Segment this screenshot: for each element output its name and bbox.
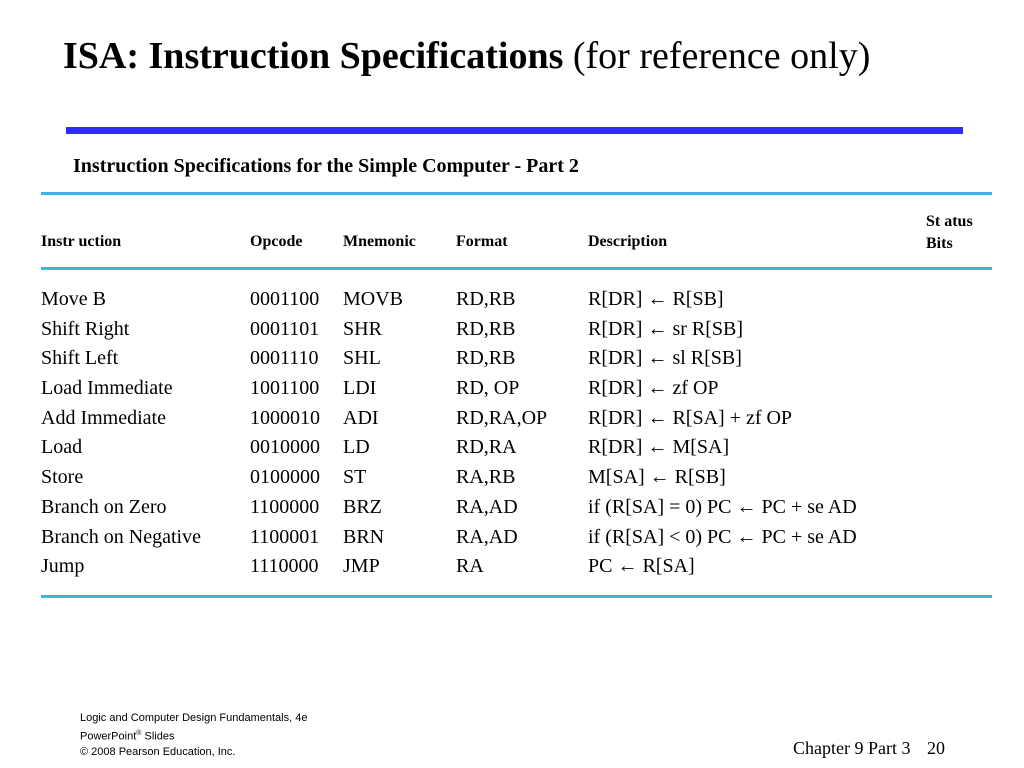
header-status-line2: Bits <box>926 235 953 252</box>
cell-format: RA <box>456 555 484 578</box>
header-instruction: Instr uction <box>41 233 122 250</box>
table-caption: Instruction Specifications for the Simple Computer - Part 2 <box>73 155 579 177</box>
page-number: 20 <box>926 738 945 758</box>
cell-mnemonic: ST <box>343 466 367 489</box>
cell-instruction: Shift Right <box>41 317 130 340</box>
slide-title-main: ISA: Instruction Specifications <box>63 35 564 77</box>
cell-description: if (R[SA] < 0) PC ← PC + se AD <box>588 525 857 548</box>
cell-format: RD,RA,OP <box>456 406 548 429</box>
cell-description: R[DR] ← R[SB] <box>588 288 724 310</box>
registered-mark: ® <box>136 730 142 737</box>
cell-description: R[DR] ← sl R[SB] <box>588 347 742 370</box>
cell-mnemonic: JMP <box>343 555 380 578</box>
cell-opcode: 1001100 <box>250 377 320 400</box>
book-title-line: Logic and Computer Design Fundamentals, 4e <box>80 712 308 724</box>
cell-format: RD,RB <box>456 347 516 370</box>
cell-mnemonic: SHR <box>343 317 382 340</box>
cell-format: RD,RA <box>456 436 517 459</box>
table-row <box>0 523 1024 553</box>
cell-format: RD,RB <box>456 317 516 340</box>
cell-description: R[DR] ← R[SA] + zf OP <box>588 406 793 429</box>
title-underline-bar <box>66 127 963 134</box>
header-status-line1: St atus <box>926 213 973 230</box>
table-row <box>0 433 1024 463</box>
table-top-rule <box>41 192 992 195</box>
cell-opcode: 0001101 <box>250 317 320 340</box>
header-opcode: Opcode <box>250 233 303 250</box>
cell-instruction: Load Immediate <box>41 377 173 400</box>
cell-opcode: 0010000 <box>250 436 320 459</box>
table-bottom-rule <box>41 595 992 598</box>
cell-instruction: Branch on Zero <box>41 495 167 518</box>
part-label: Part 3 <box>867 738 911 758</box>
slides-line <box>80 726 307 745</box>
cell-opcode: 0001110 <box>250 347 319 370</box>
cell-mnemonic: LDI <box>343 377 377 400</box>
cell-description: R[DR] ← sr R[SB] <box>588 317 744 340</box>
cell-format: RA,AD <box>456 525 518 548</box>
header-description: Description <box>588 233 668 250</box>
header-status-bits <box>926 211 973 255</box>
cell-instruction: Add Immediate <box>41 406 166 429</box>
cell-description: M[SA] ← R[SB] <box>588 466 726 489</box>
cell-description: if (R[SA] = 0) PC ← PC + se AD <box>588 495 857 518</box>
header-mnemonic: Mnemonic <box>343 233 416 250</box>
cell-instruction: Branch on Negative <box>41 525 201 548</box>
cell-opcode: 0100000 <box>250 466 320 489</box>
cell-instruction: Store <box>41 466 84 489</box>
cell-description: R[DR] ← zf OP <box>588 377 719 400</box>
cell-format: RA,RB <box>456 466 516 489</box>
table-row <box>0 404 1024 434</box>
table-row <box>0 552 1024 582</box>
cell-instruction: Move B <box>41 288 106 310</box>
table-row <box>0 344 1024 374</box>
cell-mnemonic: SHL <box>343 347 381 370</box>
slide-title-note: (for reference only) <box>563 35 871 77</box>
cell-instruction: Shift Left <box>41 347 119 370</box>
cell-format: RA,AD <box>456 495 518 518</box>
chapter-label: Chapter 9 <box>793 738 864 758</box>
slide-page-footer <box>793 738 945 759</box>
table-row <box>0 315 1024 345</box>
slides-suffix: Slides <box>141 730 175 743</box>
cell-description: PC ← R[SA] <box>588 555 695 578</box>
cell-mnemonic: MOVB <box>343 288 404 310</box>
cell-instruction: Load <box>41 436 83 459</box>
publisher-footer <box>80 711 307 760</box>
copyright-line: © 2008 Pearson Education, Inc. <box>80 745 236 758</box>
cell-opcode: 0001100 <box>250 288 320 310</box>
slides-product: PowerPoint <box>80 730 137 743</box>
instruction-table-body <box>0 285 1024 582</box>
table-row <box>0 285 1024 315</box>
cell-opcode: 1100000 <box>250 495 320 518</box>
cell-opcode: 1000010 <box>250 406 320 429</box>
table-row <box>0 493 1024 523</box>
cell-instruction: Jump <box>41 555 85 578</box>
cell-mnemonic: LD <box>343 436 370 459</box>
header-format: Format <box>456 233 508 250</box>
cell-opcode: 1100001 <box>250 525 320 548</box>
cell-format: RD,RB <box>456 288 516 310</box>
cell-format: RD, OP <box>456 377 520 400</box>
cell-mnemonic: BRN <box>343 525 385 548</box>
cell-opcode: 1110000 <box>250 555 319 578</box>
table-row <box>0 463 1024 493</box>
cell-mnemonic: BRZ <box>343 495 382 518</box>
cell-mnemonic: ADI <box>343 406 379 429</box>
table-header-rule <box>41 267 992 270</box>
table-row <box>0 374 1024 404</box>
slide-title <box>63 36 870 78</box>
cell-description: R[DR] ← M[SA] <box>588 436 730 459</box>
